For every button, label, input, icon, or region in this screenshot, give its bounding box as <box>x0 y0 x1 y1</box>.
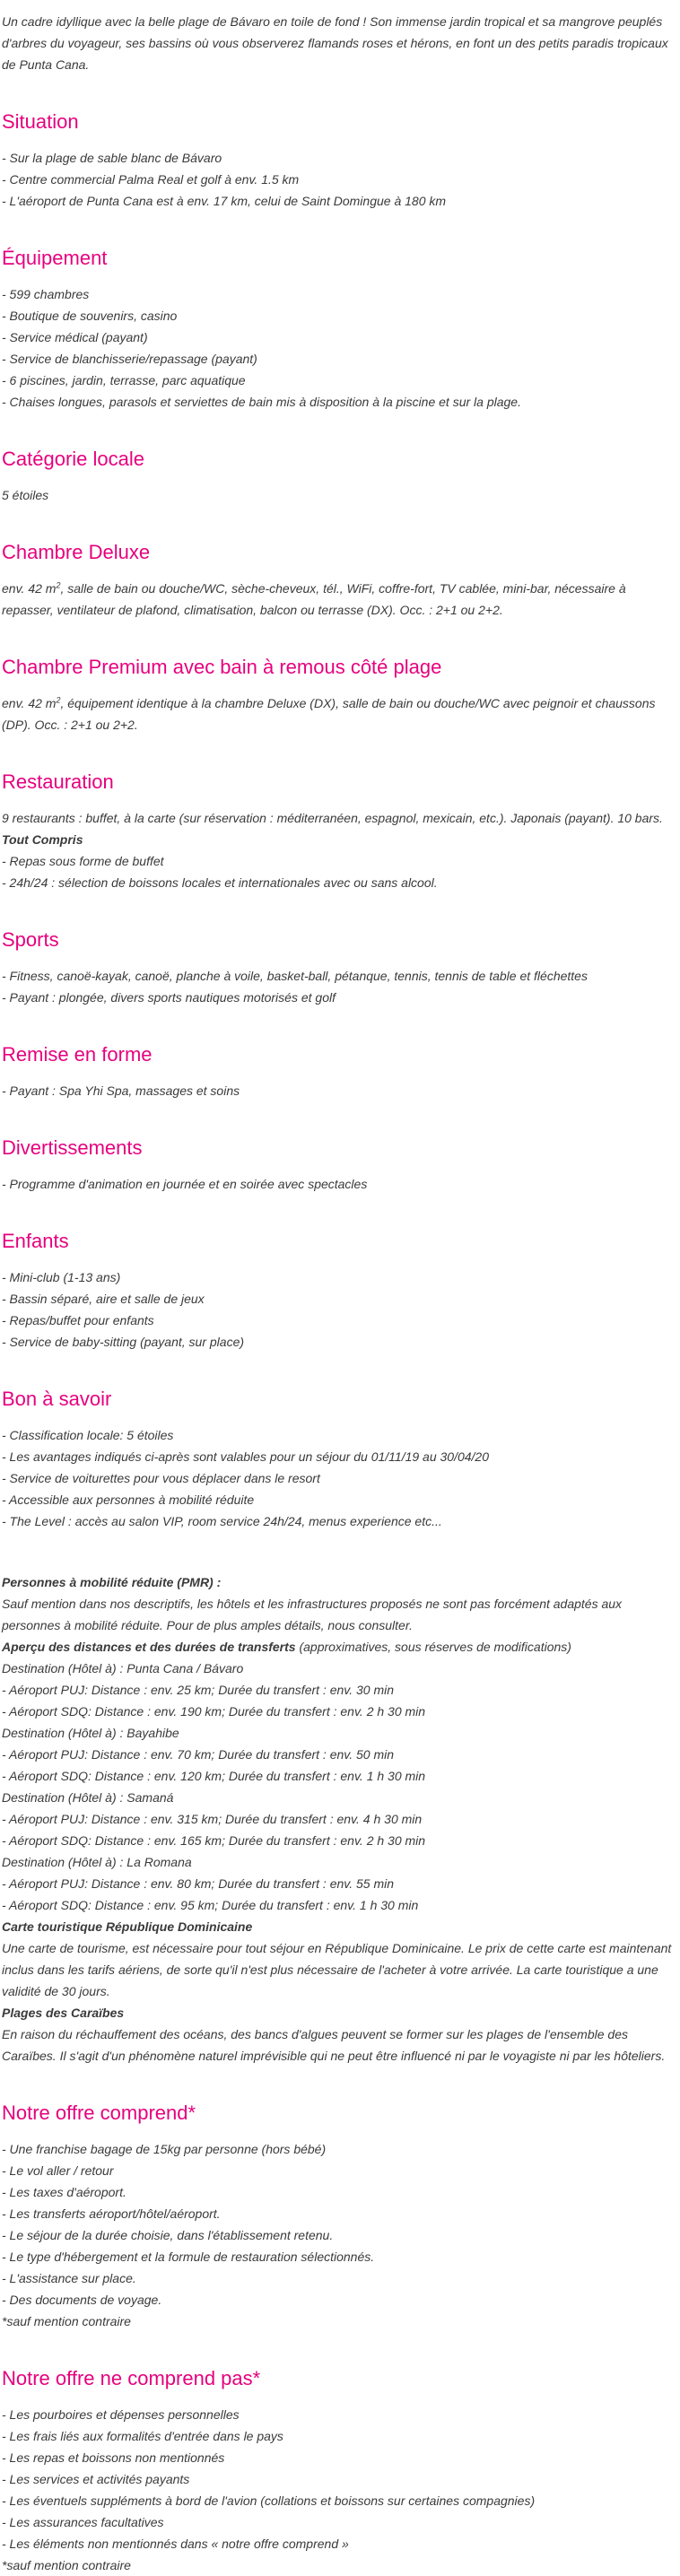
pmr-title: Personnes à mobilité réduite (PMR) : <box>2 1575 222 1589</box>
transfer-line: - Aéroport PUJ: Distance : env. 315 km; Durée du transfert : env. 4 h 30 min <box>2 1812 423 1826</box>
list-item: - Accessible aux personnes à mobilité réduite <box>2 1493 255 1507</box>
list-item: - L'assistance sur place. <box>2 2271 136 2285</box>
list-item: - 6 piscines, jardin, terrasse, parc aquatique <box>2 373 246 387</box>
transfer-overview-note: (approximatives, sous réserves de modifications) <box>295 1640 571 1654</box>
list-item: - Classification locale: 5 étoiles <box>2 1428 174 1442</box>
list-item: - Une franchise bagage de 15kg par personne (hors bébé) <box>2 2142 327 2156</box>
transfer-line: - Aéroport SDQ: Distance : env. 95 km; Durée du transfert : env. 1 h 30 min <box>2 1898 419 1912</box>
list-item: - Programme d'animation en journée et en soirée avec spectacles <box>2 1177 368 1191</box>
list-item: - Les éléments non mentionnés dans « notre offre comprend » <box>2 2537 349 2551</box>
list-item: - Le vol aller / retour <box>2 2163 114 2178</box>
transfer-overview <box>2 1636 678 1658</box>
list-item: - Repas/buffet pour enfants <box>2 1313 154 1327</box>
section-title-divertissements: Divertissements <box>2 1136 143 1159</box>
room-description <box>2 578 678 621</box>
list-item: - Bassin séparé, aire et salle de jeux <box>2 1292 205 1306</box>
section-divertissements <box>2 1136 678 1195</box>
transfer-line: - Aéroport SDQ: Distance : env. 165 km; Durée du transfert : env. 2 h 30 min <box>2 1833 426 1848</box>
transfer-line: Destination (Hôtel à) : La Romana <box>2 1855 192 1869</box>
list-item: - Mini-club (1-13 ans) <box>2 1270 121 1284</box>
list-item: - Service médical (payant) <box>2 330 148 344</box>
room-size-text: env. 42 m <box>2 696 57 710</box>
section-title-sports: Sports <box>2 928 59 951</box>
section-categorie <box>2 447 678 506</box>
spacer <box>2 1552 678 1571</box>
superscript: 2 <box>56 580 61 590</box>
list-item: - Les pourboires et dépenses personnelles <box>2 2407 240 2422</box>
list-item: - Les transferts aéroport/hôtel/aéroport. <box>2 2206 221 2221</box>
section-title-situation: Situation <box>2 110 79 133</box>
section-title-categorie: Catégorie locale <box>2 448 144 470</box>
list-item: - Le type d'hébergement et la formule de restauration sélectionnés. <box>2 2250 375 2264</box>
section-enfants <box>2 1229 678 1353</box>
section-restauration <box>2 770 678 893</box>
list-item: - 24h/24 : sélection de boissons locales et internationales avec ou sans alcool. <box>2 875 438 890</box>
room-description <box>2 692 678 735</box>
list-item: - Les frais liés aux formalités d'entrée dans le pays <box>2 2429 283 2443</box>
section-offre-comprend <box>2 2101 678 2332</box>
list-item: - The Level : accès au salon VIP, room service 24h/24, menus experience etc... <box>2 1514 442 1528</box>
transfer-line: Destination (Hôtel à) : Punta Cana / Bávaro <box>2 1661 244 1675</box>
list-item: - Les services et activités payants <box>2 2472 190 2486</box>
list-item: - Les éventuels suppléments à bord de l'avion (collations et boissons sur certaines compagnies) <box>2 2493 536 2508</box>
section-title-remise-en-forme: Remise en forme <box>2 1043 153 1066</box>
superscript: 2 <box>56 695 61 705</box>
footnote: *sauf mention contraire <box>2 2558 131 2572</box>
section-title-enfants: Enfants <box>2 1230 69 1252</box>
tourist-card-title: Carte touristique République Dominicaine <box>2 1919 253 1934</box>
transfer-line: - Aéroport SDQ: Distance : env. 190 km; Durée du transfert : env. 2 h 30 min <box>2 1704 426 1719</box>
list-item: - Les taxes d'aéroport. <box>2 2185 126 2199</box>
transfer-line: - Aéroport PUJ: Distance : env. 80 km; Durée du transfert : env. 55 min <box>2 1876 395 1891</box>
pmr-text: Sauf mention dans nos descriptifs, les hôtels et les infrastructures proposés ne sont pas forcément adaptés aux personnes à mobilité réduite. Pour de plus amples détails, nous consulter. <box>2 1597 623 1632</box>
section-title-chambre-deluxe: Chambre Deluxe <box>2 541 151 563</box>
restaurant-description: 9 restaurants : buffet, à la carte (sur réservation : méditerranéen, espagnol, mexicain, etc.). Japonais (payant). 10 bars. <box>2 811 663 825</box>
subtitle-tout-compris: Tout Compris <box>2 832 83 847</box>
room-size-text: env. 42 m <box>2 581 57 596</box>
transfer-overview-title: Aperçu des distances et des durées de transferts <box>2 1640 296 1654</box>
list-item: - Centre commercial Palma Real et golf à env. 1.5 km <box>2 172 300 187</box>
footnote: *sauf mention contraire <box>2 2314 131 2328</box>
section-remise-en-forme <box>2 1042 678 1101</box>
tourist-card-text: Une carte de tourisme, est nécessaire pour tout séjour en République Dominicaine. Le prix de cette carte est maintenant inclus dans les tarifs aériens, de sorte qu'il n'est plus nécessaire de l'acheter à votre arrivée. La carte touristique a une validité de 30 jours. <box>2 1941 672 1998</box>
transfer-line: Destination (Hôtel à) : Samaná <box>2 1790 174 1805</box>
list-item: - Repas sous forme de buffet <box>2 854 164 868</box>
list-item: - Service de voiturettes pour vous déplacer dans le resort <box>2 1471 320 1485</box>
list-item: - Les repas et boissons non mentionnés <box>2 2450 225 2465</box>
spacer <box>2 1532 678 1552</box>
list-item: - Les assurances facultatives <box>2 2515 164 2529</box>
transfer-line: - Aéroport SDQ: Distance : env. 120 km; Durée du transfert : env. 1 h 30 min <box>2 1769 426 1783</box>
section-equipement <box>2 246 678 413</box>
list-item: - Fitness, canoë-kayak, canoë, planche à voile, basket-ball, pétanque, tennis, tennis de table et fléchettes <box>2 969 588 983</box>
transfer-line: - Aéroport PUJ: Distance : env. 70 km; Durée du transfert : env. 50 min <box>2 1747 395 1762</box>
list-item: - Payant : plongée, divers sports nautiques motorisés et golf <box>2 990 336 1005</box>
section-title-equipement: Équipement <box>2 247 108 269</box>
beaches-title: Plages des Caraïbes <box>2 2006 125 2020</box>
beaches-text: En raison du réchauffement des océans, des bancs d'algues peuvent se former sur les plages de l'ensemble des Caraïbes. Il s'agit d'un phénomène naturel imprévisible qui ne peut être influencé ni par le voyagiste ni par les hôteliers. <box>2 2027 666 2063</box>
section-bon-a-savoir <box>2 1387 678 2067</box>
section-situation <box>2 109 678 212</box>
section-offre-ne-comprend-pas <box>2 2366 678 2576</box>
list-item: - Service de blanchisserie/repassage (payant) <box>2 352 257 366</box>
section-chambre-deluxe <box>2 540 678 621</box>
list-item: - Des documents de voyage. <box>2 2293 162 2307</box>
intro-text: Un cadre idyllique avec la belle plage de Bávaro en toile de fond ! Son immense jardin tropical et sa mangrove peuplés d'arbres du voyageur, ses bassins où vous observerez flamands roses et hérons, en font un des petits paradis tropicaux de Punta Cana. <box>2 14 668 72</box>
list-item: - L'aéroport de Punta Cana est à env. 17 km, celui de Saint Domingue à 180 km <box>2 194 447 208</box>
section-title-restauration: Restauration <box>2 770 114 793</box>
transfer-line: Destination (Hôtel à) : Bayahibe <box>2 1726 179 1740</box>
list-item: - Payant : Spa Yhi Spa, massages et soins <box>2 1083 240 1098</box>
list-item: - Le séjour de la durée choisie, dans l'établissement retenu. <box>2 2228 334 2242</box>
transfer-line: - Aéroport PUJ: Distance : env. 25 km; Durée du transfert : env. 30 min <box>2 1683 395 1697</box>
section-sports <box>2 927 678 1008</box>
list-item: - Sur la plage de sable blanc de Bávaro <box>2 151 222 165</box>
room-features-text: , salle de bain ou douche/WC, sèche-cheveux, tél., WiFi, coffre-fort, TV cablée, mini-bar, nécessaire à repasser, ventilateur de plafond, climatisation, balcon ou terrasse (DX). Occ. : 2+1 ou 2+2. <box>2 581 626 617</box>
list-item: - 599 chambres <box>2 287 90 301</box>
list-item: - Service de baby-sitting (payant, sur place) <box>2 1335 245 1349</box>
list-item: - Chaises longues, parasols et serviettes de bain mis à disposition à la piscine et sur la plage. <box>2 395 521 409</box>
section-title-chambre-premium: Chambre Premium avec bain à remous côté plage <box>2 656 442 678</box>
section-chambre-premium <box>2 655 678 735</box>
section-title-offre-comprend: Notre offre comprend* <box>2 2102 196 2124</box>
list-item: - Boutique de souvenirs, casino <box>2 309 178 323</box>
room-features-text: , équipement identique à la chambre Deluxe (DX), salle de bain ou douche/WC avec peignoir et chaussons (DP). Occ. : 2+1 ou 2+2. <box>2 696 656 732</box>
section-title-bon-a-savoir: Bon à savoir <box>2 1388 112 1410</box>
category-value: 5 étoiles <box>2 488 49 502</box>
list-item: - Les avantages indiqués ci-après sont valables pour un séjour du 01/11/19 au 30/04/20 <box>2 1449 489 1464</box>
section-title-offre-ne-comprend-pas: Notre offre ne comprend pas* <box>2 2367 261 2389</box>
